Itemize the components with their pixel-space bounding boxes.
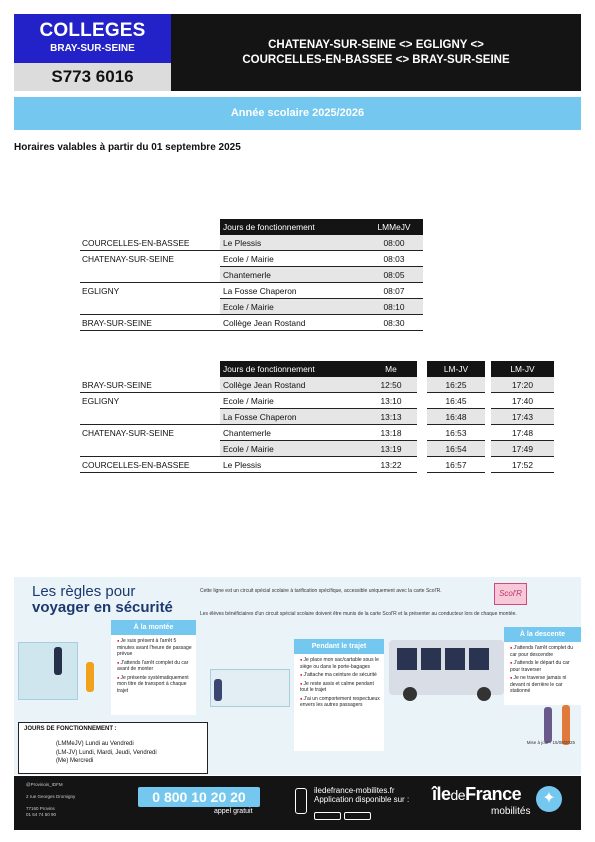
commune-name: EGLIGNY [82, 286, 120, 296]
stop-name: Chantemerle [220, 267, 365, 283]
table-header-row [220, 361, 554, 377]
header-day-code: LM-JV [491, 361, 554, 377]
category-title: COLLEGES [39, 20, 146, 41]
line-badge [14, 14, 171, 91]
app-store-badge-icon[interactable] [344, 812, 371, 820]
table-header-row [220, 219, 423, 235]
stop-name: Ecole / Mairie [220, 393, 365, 409]
stop-name: Le Plessis [220, 457, 365, 473]
departure-time: 17:20 [491, 377, 554, 393]
table-row [80, 425, 554, 441]
commune-name [80, 299, 220, 315]
departure-time: 08:03 [365, 251, 423, 267]
departure-time: 08:07 [365, 283, 423, 299]
safety-rules-panel [14, 577, 581, 775]
header-operating-days: Jours de fonctionnement [220, 219, 365, 235]
departure-time: 17:52 [491, 457, 554, 473]
stop-name: Ecole / Mairie [220, 441, 365, 457]
stop-name: Collège Jean Rostand [220, 315, 365, 331]
trip-rule: ● Je place mon sac/cartable sous le siège ou dans le porte-bagages [300, 657, 380, 670]
table-row [80, 299, 423, 315]
header-day-code: LMMeJV [365, 219, 423, 235]
card-alighting [504, 627, 581, 705]
line-code: S773 6016 [14, 63, 171, 91]
operating-days-legend [18, 722, 208, 774]
stop-name: La Fosse Chaperon [220, 409, 365, 425]
idf-mobilites-logo-sub: mobilités [491, 806, 531, 817]
stop-name: La Fosse Chaperon [220, 283, 365, 299]
school-year-band: Année scolaire 2025/2026 [14, 97, 581, 130]
pedestrian-illustration [562, 705, 570, 745]
idf-logo-circle-icon: ✦ [536, 786, 562, 812]
departure-time: 16:45 [427, 393, 485, 409]
footer-contact [26, 782, 75, 818]
rules-title-2: voyager en sécurité [32, 599, 173, 616]
driver-illustration [54, 647, 62, 675]
rules-title-1: Les règles pour [32, 583, 136, 600]
departure-time: 13:22 [365, 457, 417, 473]
stop-name: Collège Jean Rostand [220, 377, 365, 393]
trip-rule: ● J'attache ma ceinture de sécurité [300, 672, 380, 679]
seats-illustration [210, 669, 290, 707]
operating-days-line: (Me) Mercredi [56, 758, 94, 764]
departure-time: 16:54 [427, 441, 485, 457]
website-block [314, 786, 409, 804]
card-trip [294, 639, 384, 751]
alighting-rule: ● Je ne traverse jamais ni devant ni derrière le car stationné [510, 675, 577, 695]
commune-name: BRAY-SUR-SEINE [80, 377, 220, 393]
contact-phone: 01 64 74 50 90 [26, 812, 57, 817]
stop-name: Le Plessis [220, 235, 365, 251]
stop-name: Chantemerle [220, 425, 365, 441]
commune-name [80, 267, 220, 283]
app-store-badges [314, 807, 374, 825]
commune-name: COURCELLES-EN-BASSEE [80, 457, 220, 473]
validity-text: Horaires valables à partir du 01 septembre 2025 [14, 142, 241, 153]
google-play-badge-icon[interactable] [314, 812, 341, 820]
departure-time: 12:50 [365, 377, 417, 393]
trip-rule: ● J'ai un comportement respectueux envers les autres passagers [300, 696, 380, 709]
bus-illustration [389, 640, 504, 695]
commune-name: BRAY-SUR-SEINE [80, 315, 220, 331]
departure-time: 17:49 [491, 441, 554, 457]
boarding-rule: ● J'attends l'arrêt complet du car avant de monter [117, 660, 192, 673]
update-date: Mise à jour : 15/08/2025 [526, 740, 575, 745]
operating-days-line: (LMMeJV) Lundi au Vendredi [56, 741, 134, 747]
smartphone-icon [295, 788, 307, 814]
social-handle[interactable]: @Provinois_IDFM [26, 782, 63, 787]
category-town: BRAY-SUR-SEINE [50, 43, 135, 54]
card-trip-title: Pendant le trajet [294, 639, 384, 654]
table-row [80, 457, 554, 473]
commune-name: COURCELLES-EN-BASSEE [80, 235, 220, 251]
departure-time: 08:30 [365, 315, 423, 331]
route-line-2: COURCELLES-EN-BASSEE <> BRAY-SUR-SEINE [242, 54, 510, 66]
commune-name: EGLIGNY [82, 396, 120, 406]
free-phone-number[interactable]: 0 800 10 20 20 [138, 787, 260, 807]
header-day-code: Me [365, 361, 417, 377]
card-boarding [111, 620, 196, 715]
departure-time: 08:00 [365, 235, 423, 251]
app-available-label: Application disponible sur : [314, 795, 410, 804]
commune-name: CHATENAY-SUR-SEINE [82, 428, 174, 438]
trip-rule: ● Je reste assis et calme pendant tout le trajet [300, 681, 380, 694]
commune-name [80, 409, 220, 425]
table-row [80, 235, 423, 251]
commune-name: CHATENAY-SUR-SEINE [82, 254, 174, 264]
header-day-code: LM-JV [427, 361, 485, 377]
address-line: 77160 Provins [26, 806, 55, 811]
bus-shelter-illustration [18, 642, 78, 700]
commune-name [80, 441, 220, 457]
rules-info-1: Cette ligne est un circuit spécial scolaire à tarification spécifique, accessible uniquement avec la carte Scol'R. [200, 588, 442, 594]
table-row [80, 315, 423, 331]
pedestrian-illustration [544, 707, 552, 743]
stop-name: Ecole / Mairie [220, 251, 365, 267]
table-row [80, 283, 423, 299]
table-row [80, 377, 554, 393]
departure-time: 16:25 [427, 377, 485, 393]
category-block [14, 14, 171, 63]
departure-time: 08:05 [365, 267, 423, 283]
stop-name: Ecole / Mairie [220, 299, 365, 315]
route-title [171, 14, 581, 91]
alighting-rule: ● J'attends le départ du car pour traverser [510, 660, 577, 673]
boarding-rule: ● Je suis présent à l'arrêt 5 minutes avant l'heure de passage prévue [117, 638, 192, 658]
boarding-rule: ● Je présente systématiquement mon titre de transport à chaque trajet [117, 675, 192, 695]
departure-time: 17:43 [491, 409, 554, 425]
table-row [80, 409, 554, 425]
website-link[interactable]: iledefrance-mobilites.fr [314, 786, 395, 795]
idf-mobilites-logo: îledeFrance [432, 784, 522, 804]
alighting-rule: ● J'attends l'arrêt complet du car pour descendre [510, 645, 577, 658]
departure-time: 16:57 [427, 457, 485, 473]
rules-info-2: Les élèves bénéficiaires d'un circuit spécial scolaire doivent être munis de la carte Scol'R et la présenter au conducteur lors de chaque montée. [200, 611, 517, 617]
departure-time: 13:19 [365, 441, 417, 457]
header-operating-days: Jours de fonctionnement [220, 361, 365, 377]
departure-time: 13:10 [365, 393, 417, 409]
operating-days-title: JOURS DE FONCTIONNEMENT : [24, 726, 117, 732]
scolr-card-icon: Scol'R [494, 583, 527, 605]
table-row [80, 251, 423, 267]
table-row [80, 267, 423, 283]
child-illustration [86, 662, 94, 692]
departure-time: 17:48 [491, 425, 554, 441]
seated-child-illustration [214, 679, 222, 701]
departure-time: 13:13 [365, 409, 417, 425]
card-boarding-title: À la montée [111, 620, 196, 635]
departure-time: 17:40 [491, 393, 554, 409]
table-row [80, 393, 554, 409]
card-alighting-title: À la descente [504, 627, 581, 642]
footer [14, 776, 581, 830]
departure-time: 16:48 [427, 409, 485, 425]
table-row [80, 441, 554, 457]
departure-time: 16:53 [427, 425, 485, 441]
operating-days-line: (LM-JV) Lundi, Mardi, Jeudi, Vendredi [56, 749, 157, 756]
free-call-label: appel gratuit [214, 808, 253, 815]
departure-time: 08:10 [365, 299, 423, 315]
route-line-1: CHATENAY-SUR-SEINE <> EGLIGNY <> [268, 39, 484, 51]
address-line: 2 rue Georges Dromigny [26, 794, 76, 799]
departure-time: 13:18 [365, 425, 417, 441]
